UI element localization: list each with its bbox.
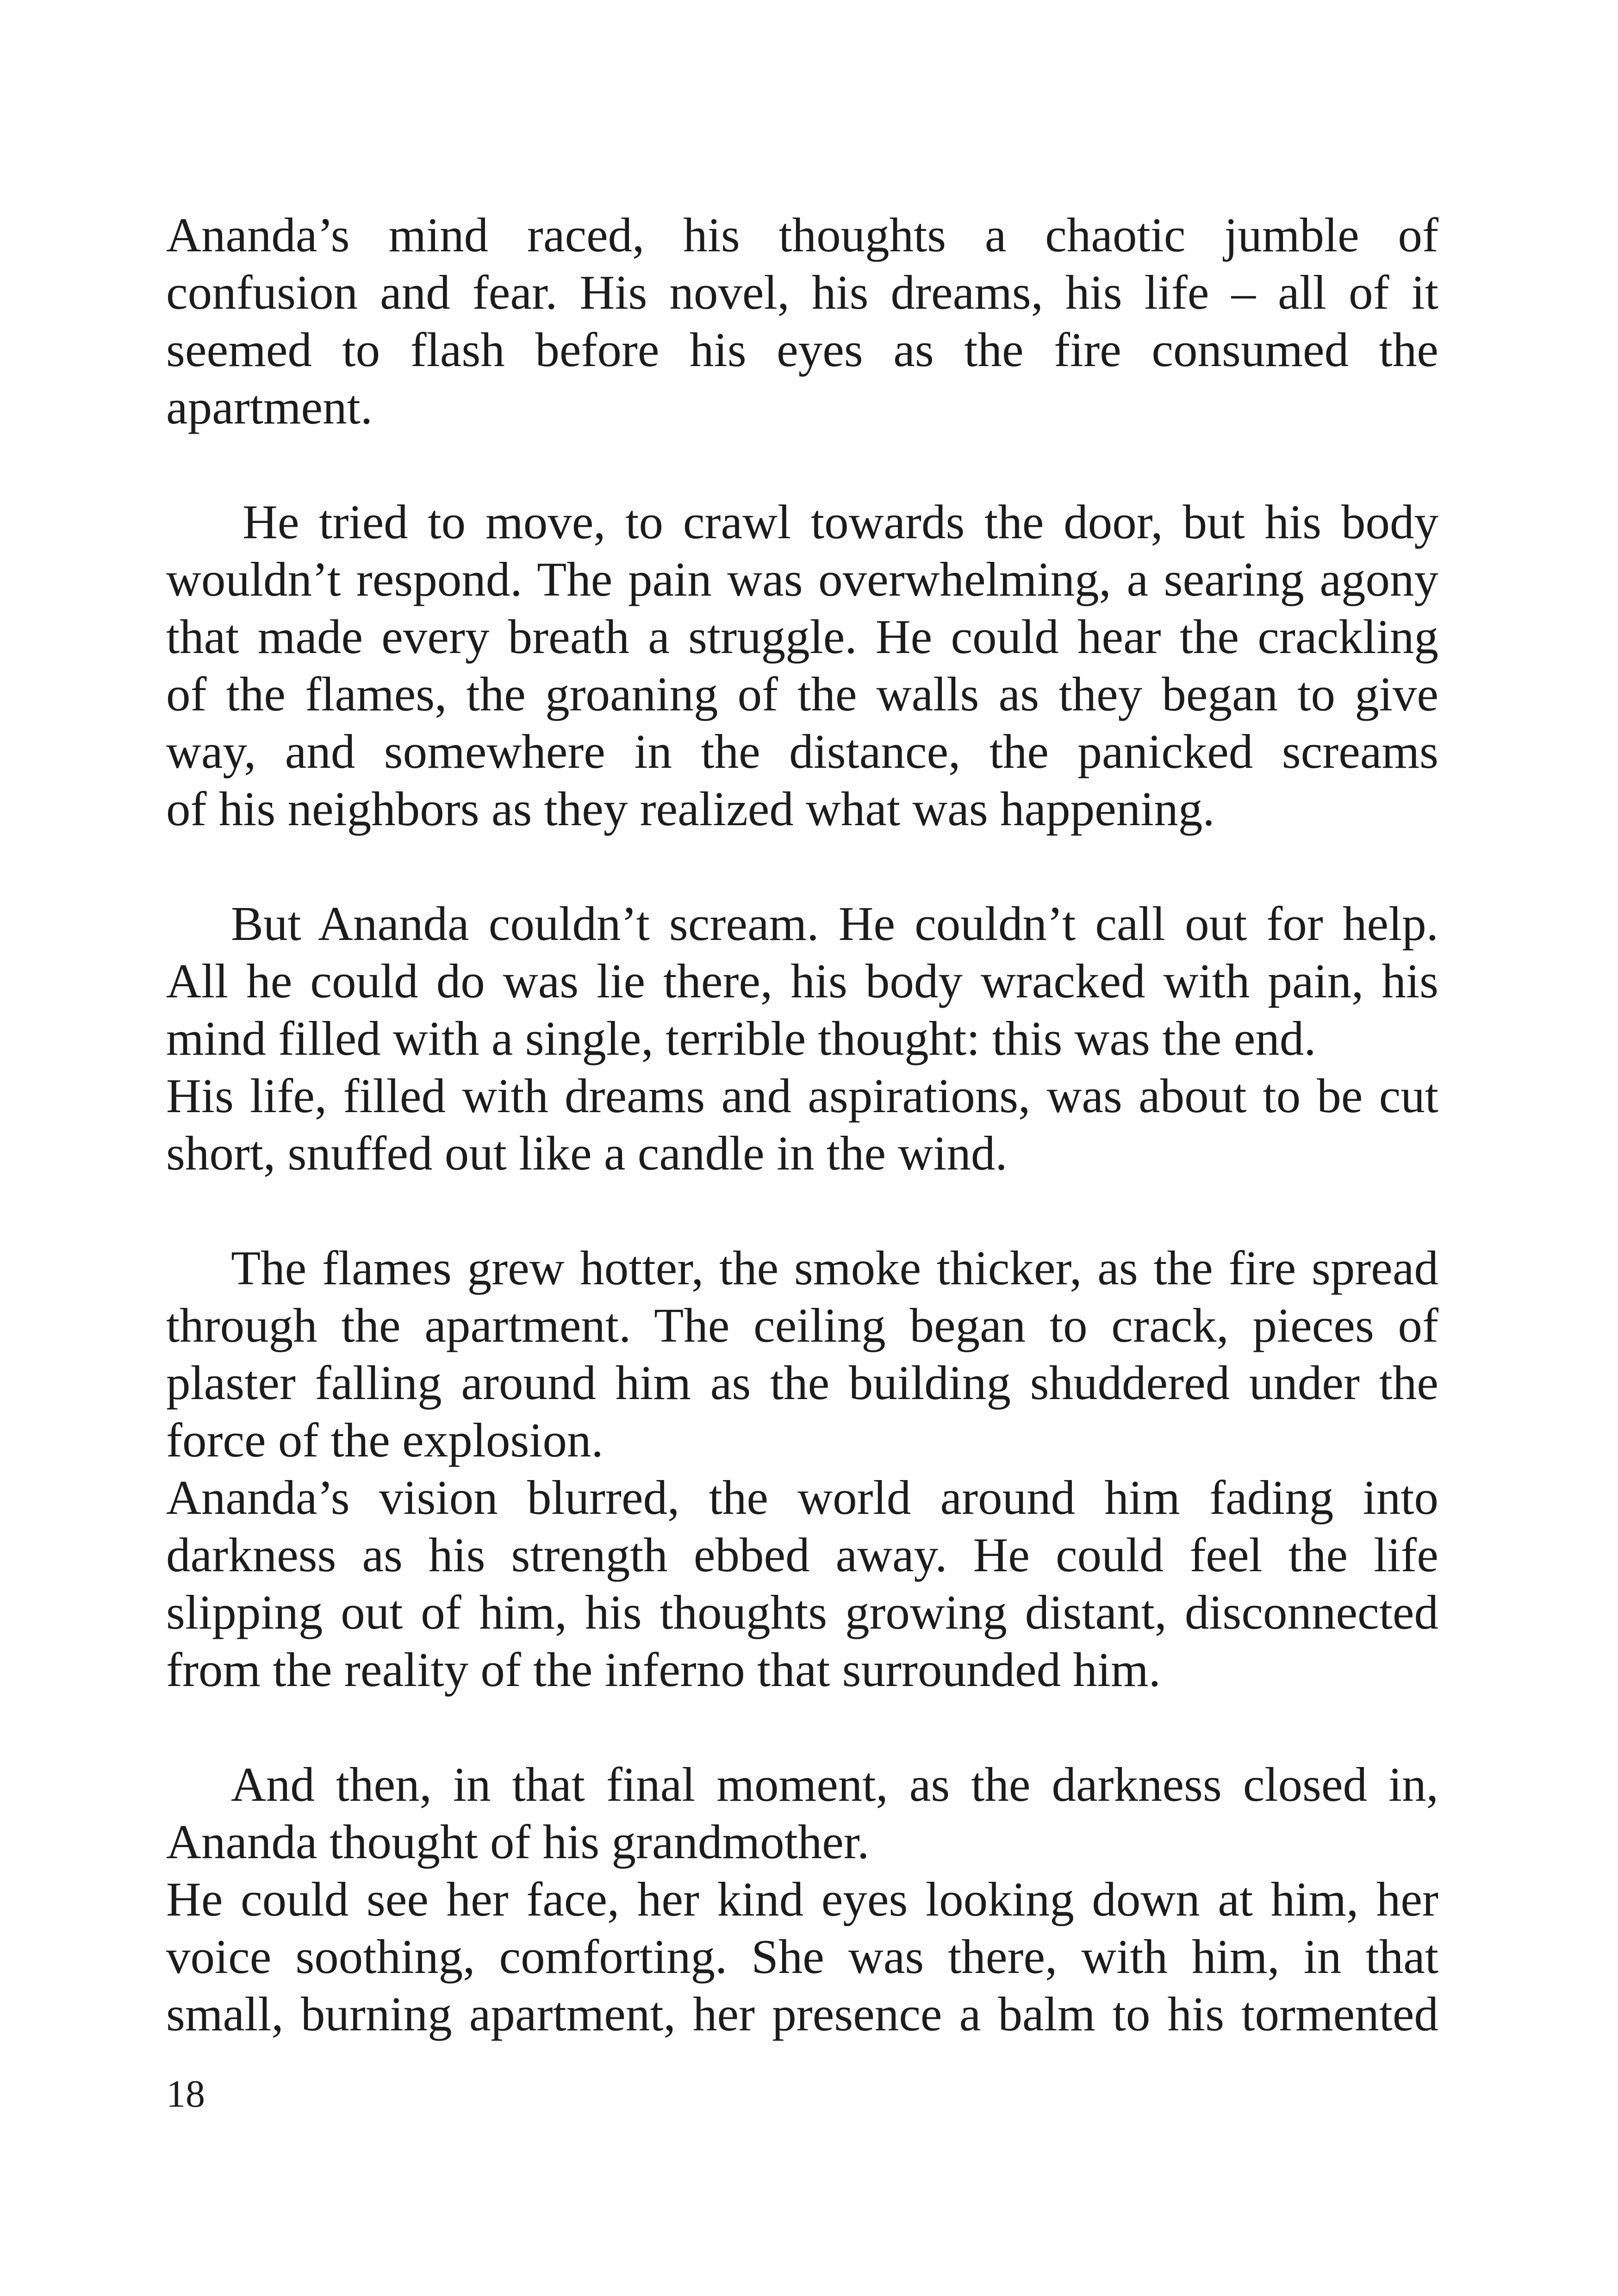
page-body-text (166, 206, 1438, 2043)
text-line: apartment. (166, 380, 373, 434)
text-line: The flames grew hotter, the smoke thicker, as the fire spread (231, 1241, 1438, 1295)
text-line: that made every breath a struggle. He could hear the crackling (166, 610, 1438, 664)
text-line: mind filled with a single, terrible thought: this was the end. (166, 1011, 1316, 1065)
text-line: seemed to flash before his eyes as the fire consumed the (166, 323, 1438, 377)
text-line: of his neighbors as they realized what was happening. (166, 782, 1215, 836)
paragraph (166, 895, 1438, 1182)
text-line: darkness as his strength ebbed away. He could feel the life (166, 1528, 1438, 1582)
text-line: He could see her face, her kind eyes looking down at him, her (166, 1872, 1438, 1926)
text-line: short, snuffed out like a candle in the wind. (166, 1126, 1008, 1180)
text-line: wouldn’t respond. The pain was overwhelming, a searing agony (166, 552, 1438, 606)
text-line: He tried to move, to crawl towards the door, but his body (243, 495, 1438, 549)
text-line: confusion and fear. His novel, his dreams, his life – all of it (166, 265, 1438, 319)
text-line: from the reality of the inferno that surrounded him. (166, 1643, 1161, 1697)
page-number: 18 (166, 2072, 205, 2116)
text-line: slipping out of him, his thoughts growing distant, disconnected (166, 1585, 1438, 1639)
paragraph (166, 1756, 1438, 2043)
text-line: But Ananda couldn’t scream. He couldn’t call out for help. (231, 896, 1438, 951)
paragraph (166, 206, 1438, 436)
text-line: Ananda’s vision blurred, the world around him fading into (166, 1470, 1438, 1524)
text-line: small, burning apartment, her presence a balm to his tormented (166, 1987, 1438, 2041)
text-line: way, and somewhere in the distance, the panicked screams (166, 724, 1438, 778)
paragraph (166, 493, 1438, 838)
text-line: of the flames, the groaning of the walls as they began to give (166, 667, 1438, 721)
text-line: plaster falling around him as the building shuddered under the (166, 1356, 1438, 1410)
text-line: voice soothing, comforting. She was there, with him, in that (166, 1929, 1438, 1984)
text-line: through the apartment. The ceiling began to crack, pieces of (166, 1298, 1438, 1352)
text-line: Ananda’s mind raced, his thoughts a chaotic jumble of (166, 208, 1438, 262)
text-line: Ananda thought of his grandmother. (166, 1815, 870, 1869)
text-line: All he could do was lie there, his body wracked with pain, his (166, 954, 1438, 1008)
text-line: force of the explosion. (166, 1413, 604, 1467)
text-line: And then, in that final moment, as the darkness closed in, (231, 1757, 1438, 1811)
paragraph (166, 1239, 1438, 1699)
text-line: His life, filled with dreams and aspirations, was about to be cut (166, 1069, 1438, 1123)
